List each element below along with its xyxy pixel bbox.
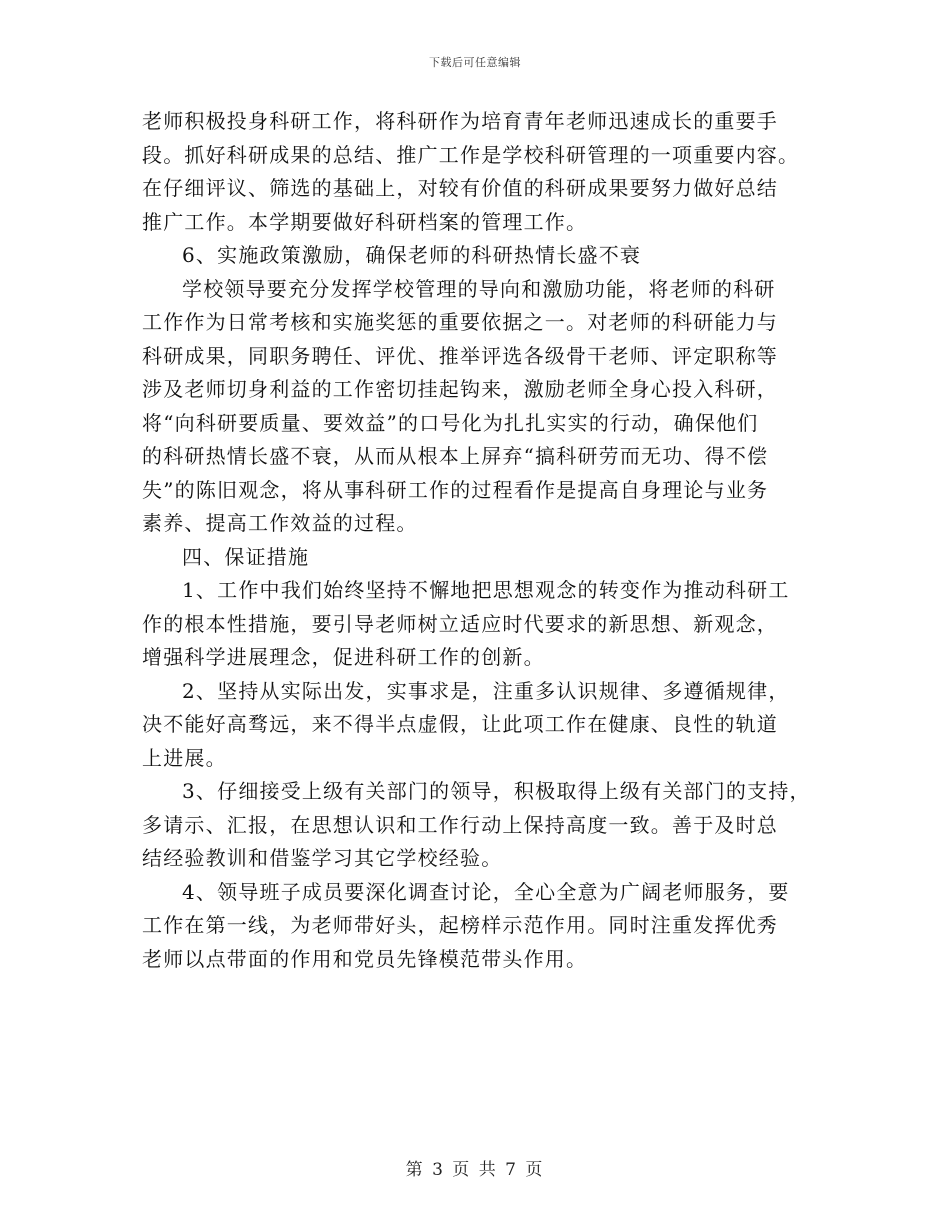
section-heading: 四、保证措施 bbox=[182, 544, 310, 569]
text-line: 1、工作中我们始终坚持不懈地把思想观念的转变作为推动科研工 bbox=[182, 578, 790, 602]
text-line: 3、仔细接受上级有关部门的领导，积极取得上级有关部门的支持， bbox=[182, 779, 811, 803]
text-line: 老师以点带面的作用和党员先锋模范带头作用。 bbox=[142, 946, 588, 971]
text-line: 推广工作。本学期要做好科研档案的管理工作。 bbox=[142, 209, 588, 234]
page-number: 第 3 页 共 7 页 bbox=[405, 1160, 545, 1180]
text-line: 在仔细评议、筛选的基础上，对较有价值的科研成果要努力做好总结 bbox=[142, 176, 778, 200]
text-line: 2、坚持从实际出发，实事求是，注重多认识规律、多遵循规律， bbox=[182, 678, 790, 703]
text-line: 多请示、汇报，在思想认识和工作行动上保持高度一致。善于及时总 bbox=[142, 812, 778, 837]
text-line: 失”的陈旧观念，将从事科研工作的过程看作是提高自身理论与业务 bbox=[142, 477, 769, 502]
page-header: 下载后可任意编辑 bbox=[429, 56, 521, 69]
text-line: 增强科学进展理念，促进科研工作的创新。 bbox=[142, 645, 545, 669]
text-line: 素养、提高工作效益的过程。 bbox=[142, 511, 418, 535]
text-line: 的科研热情长盛不衰，从而从根本上屏弃“搞科研劳而无功、得不偿 bbox=[142, 444, 769, 468]
text-line: 4、领导班子成员要深化调查讨论，全心全意为广阔老师服务，要 bbox=[182, 879, 790, 904]
text-line: 科研成果，同职务聘任、评优、推举评选各级骨干老师、评定职称等 bbox=[142, 343, 778, 368]
text-line: 决不能好高骛远，来不得半点虚假，让此项工作在健康、良性的轨道 bbox=[142, 712, 778, 736]
text-line: 学校领导要充分发挥学校管理的导向和激励功能，将老师的科研 bbox=[182, 276, 776, 301]
text-line: 老师积极投身科研工作，将科研作为培育青年老师迅速成长的重要手 bbox=[142, 109, 778, 133]
text-line: 工作在第一线，为老师带好头，起榜样示范作用。同时注重发挥优秀 bbox=[142, 913, 778, 937]
text-line: 结经验教训和借鉴学习其它学校经验。 bbox=[142, 846, 503, 870]
section-heading: 6、实施政策激励，确保老师的科研热情长盛不衰 bbox=[182, 243, 642, 267]
text-line: 段。抓好科研成果的总结、推广工作是学校科研管理的一项重要内容。 bbox=[142, 142, 800, 167]
text-line: 上进展。 bbox=[142, 745, 227, 770]
text-line: 工作作为日常考核和实施奖惩的重要依据之一。对老师的科研能力与 bbox=[142, 310, 778, 334]
document-body bbox=[142, 105, 832, 976]
text-line: 作的根本性措施，要引导老师树立适应时代要求的新思想、新观念， bbox=[142, 611, 778, 636]
text-line: 将“向科研要质量、要效益”的口号化为扎扎实实的行动，确保他们 bbox=[142, 410, 759, 435]
text-line: 涉及老师切身利益的工作密切挂起钩来，激励老师全身心投入科研， bbox=[142, 377, 778, 401]
